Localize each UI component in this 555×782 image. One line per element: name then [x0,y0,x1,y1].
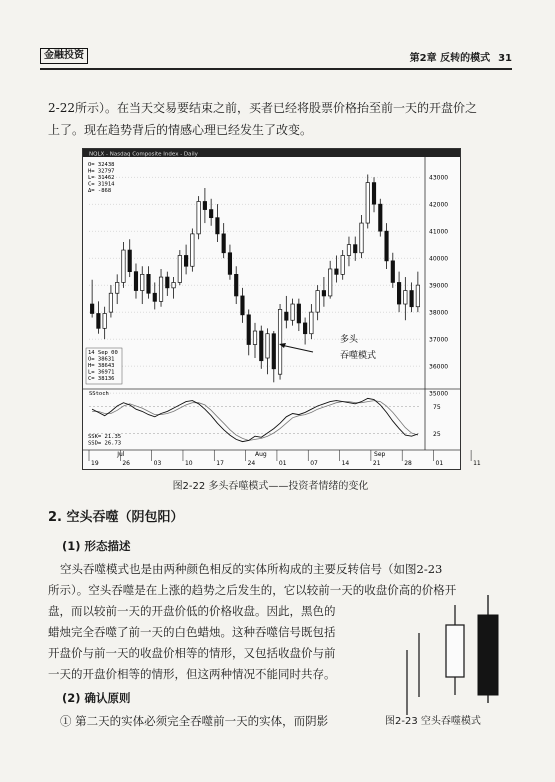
candle-body [266,334,269,358]
candle-body [397,282,400,304]
candle-body [166,277,169,288]
candle [404,277,407,320]
candle [203,188,206,223]
month-label: Aug [255,451,267,458]
candle [285,296,288,328]
candle-body [159,277,162,301]
candle [328,261,331,299]
page-header [40,46,512,68]
candle [178,250,181,285]
candle [109,285,112,317]
candle-body [310,312,313,334]
month-label: Jul [117,451,125,458]
book-tag: 金融投资 [40,48,88,64]
candle-body [354,245,357,253]
candle [416,272,419,312]
candle [97,301,100,333]
candle [347,237,350,267]
candle-body [328,269,331,296]
body-line-4: 蜡烛完全吞噬了前一天的白色蜡烛。这种吞噬信号既包括 [48,625,336,639]
ohlc-readout-2-line: C= 38136 [88,376,115,382]
candle [372,177,375,212]
date-tick-label: 10 [184,460,193,467]
candle [379,199,382,237]
rule-1-text: ① 第二天的实体必须完全吞噬前一天的实体，而阴影 [60,714,329,728]
date-tick-label: 21 [372,460,381,467]
stoch-tick-label: 25 [433,431,441,438]
candle-body [128,250,131,272]
annotation-arrow [281,345,313,352]
body-line-1: 空头吞噬模式也是由两种颜色相反的实体所构成的主要反转信号（如图2-23 [60,562,443,576]
price-tick-label: 41000 [429,228,449,236]
candle-body [147,274,150,293]
price-tick-label: 36000 [429,363,449,371]
candle [397,272,400,312]
page-number: 31 [498,53,512,64]
candle-body [134,272,137,291]
candle-body [341,255,344,274]
candle [141,266,144,304]
bearish-engulfing-figure [386,585,516,720]
candle [316,285,319,320]
candle [184,245,187,275]
date-tick-label: 28 [404,460,412,467]
chart-title: NQLX - Nasdaq Composite Index - Daily [89,151,198,158]
candle [241,288,244,323]
candle-body [247,315,250,345]
candle-body [222,234,225,253]
date-tick-label: 14 [341,460,350,467]
price-tick-label: 43000 [429,174,449,182]
candle-body [285,312,288,320]
candle-body [272,334,275,369]
candle [222,223,225,258]
candle-body [303,323,306,334]
candle [291,299,294,326]
candle-body [197,201,200,233]
stoch-readout-line: SSK= 21.35 [88,434,122,440]
candle-body [184,255,187,266]
subsection-2-title: (2) 确认原则 [62,691,131,705]
price-tick-label: 37000 [429,336,449,344]
candle [153,282,156,309]
ohlc-readout-2-line: H= 38643 [88,363,115,369]
ohlc-readout-line: L= 31462 [88,175,115,181]
candle-body [253,331,256,344]
candle-body [172,282,175,287]
candle-body [178,255,181,282]
candle [234,266,237,304]
figure-23-caption: 图2-23 空头吞噬模式 [385,716,481,727]
ohlc-readout-line: O= 32438 [88,162,115,168]
date-tick-label: 03 [153,460,162,467]
candle [134,264,137,299]
candle [410,282,413,312]
candle [385,223,388,269]
candle [335,255,338,282]
price-tick-label: 39000 [429,282,449,290]
candle-body [291,304,294,320]
candle-body [335,269,338,274]
stoch-tick-label: 75 [433,404,441,411]
candle-body [316,291,319,313]
price-tick-label: 40000 [429,255,449,263]
candle-body [404,291,407,304]
candle-body [209,210,212,218]
date-tick-label: 17 [216,460,224,467]
candle-body [122,250,125,282]
candle [147,266,150,298]
candle-body [115,282,118,293]
date-tick-label: 26 [122,460,130,467]
price-tick-label: 35000 [429,390,449,398]
candle [360,215,363,258]
candle [266,328,269,374]
price-tick-label: 38000 [429,309,449,317]
figure-22-caption: 图2-22 多头吞噬模式——投资者情绪的变化 [172,481,369,492]
candle [197,196,200,239]
candle [166,272,169,296]
candle-body [416,285,419,307]
candle [272,331,275,382]
date-tick-label: 01 [435,460,444,467]
black-candle-body [478,615,498,695]
candle-body [234,274,237,296]
candle [278,304,281,380]
chart-svg [83,149,481,469]
candle [253,323,256,358]
candle [322,277,325,307]
white-candle-body [446,625,464,677]
candle-body [191,234,194,266]
candle [159,269,162,307]
stoch-readout-line: SSD= 26.73 [88,440,122,447]
chapter-heading [410,49,512,64]
candle-body [297,304,300,323]
date-axis [89,450,481,467]
candle [391,253,394,288]
candle [103,307,106,339]
candle-body [372,183,375,205]
header-rule [40,68,512,70]
price-tick-label: 42000 [429,201,449,209]
body-line-6: 一天的开盘价相等的情形，但这两种情况不能同时共存。 [48,667,336,681]
ohlc-readout-2-line: O= 38631 [88,356,115,363]
intro-line-1: 2-22所示）。在当天交易要结束之前，买者已经将股票价格抬至前一天的开盘价之 [48,101,477,115]
candle [128,239,131,277]
candle-body [379,204,382,231]
date-tick-label: 19 [91,460,99,467]
body-line-3: 盘，而以较前一天的开盘价低的价格收盘。因此，黑色的 [48,604,336,618]
candle-body [141,274,144,290]
body-line-5: 开盘价与前一天的收盘价相等的情形，又包括收盘价与前 [48,646,336,660]
candle-body [216,218,219,234]
candle [122,242,125,288]
candle [209,199,212,226]
candle-body [90,304,93,313]
ohlc-readout-line: Δ= -868 [88,188,112,194]
candlestick-chart [82,148,481,470]
candle-body [97,313,100,328]
candle [172,277,175,299]
candle [303,318,306,345]
date-tick-label: 24 [247,460,256,467]
candle-body [322,291,325,296]
candle [216,204,219,242]
ohlc-readout [88,162,115,194]
ohlc-readout-2-line: L= 36971 [88,369,115,376]
candle [297,299,300,331]
body-line-2: 所示）。空头吞噬是在上涨的趋势之后发生的，它以较前一天的收盘价高的价格开 [48,583,457,597]
candle-body [391,261,394,283]
candle-body [410,291,413,307]
annotation-line-1: 多头 [340,335,359,345]
candle-body [385,231,388,261]
candle [366,174,369,228]
stoch-fast-line [92,398,418,441]
candle-body [260,331,263,361]
candle [247,309,250,355]
candle [354,237,357,261]
stoch-label: SStoch [89,391,109,397]
intro-line-2: 上了。现在趋势背后的情感心理已经发生了改变。 [48,123,313,137]
ohlc-readout-2-line: 14 Sep 00 [88,350,118,356]
ohlc-readout-line: H= 32797 [88,168,115,175]
candle [228,245,231,280]
date-tick-label: 01 [278,460,287,467]
ohlc-readout-2 [86,348,122,384]
candle-body [203,201,206,209]
candle [90,280,93,318]
subsection-1-title: (1) 形态描述 [62,539,131,553]
candle [260,326,263,369]
section-title: 2. 空头吞噬（阴包阳） [48,510,184,525]
candle-body [366,183,369,223]
candle [115,274,118,304]
candle-body [228,253,231,275]
chapter-title: 第2章 反转的模式 [409,53,491,64]
candle-body [103,313,106,328]
candle [341,250,344,280]
date-tick-label: 07 [310,460,318,467]
candle-body [360,223,363,253]
candle-body [278,309,281,374]
month-label: Sep [374,451,386,458]
candle-body [153,293,156,301]
ohlc-readout-line: C= 31914 [88,181,115,188]
candle [191,228,194,271]
candle-body [109,293,112,312]
candle [310,304,313,339]
annotation-line-2: 吞噬模式 [340,351,377,361]
candle-body [347,245,350,256]
stochastic-panel [88,398,441,446]
date-tick-label: 11 [473,460,481,467]
candle-body [241,296,244,315]
